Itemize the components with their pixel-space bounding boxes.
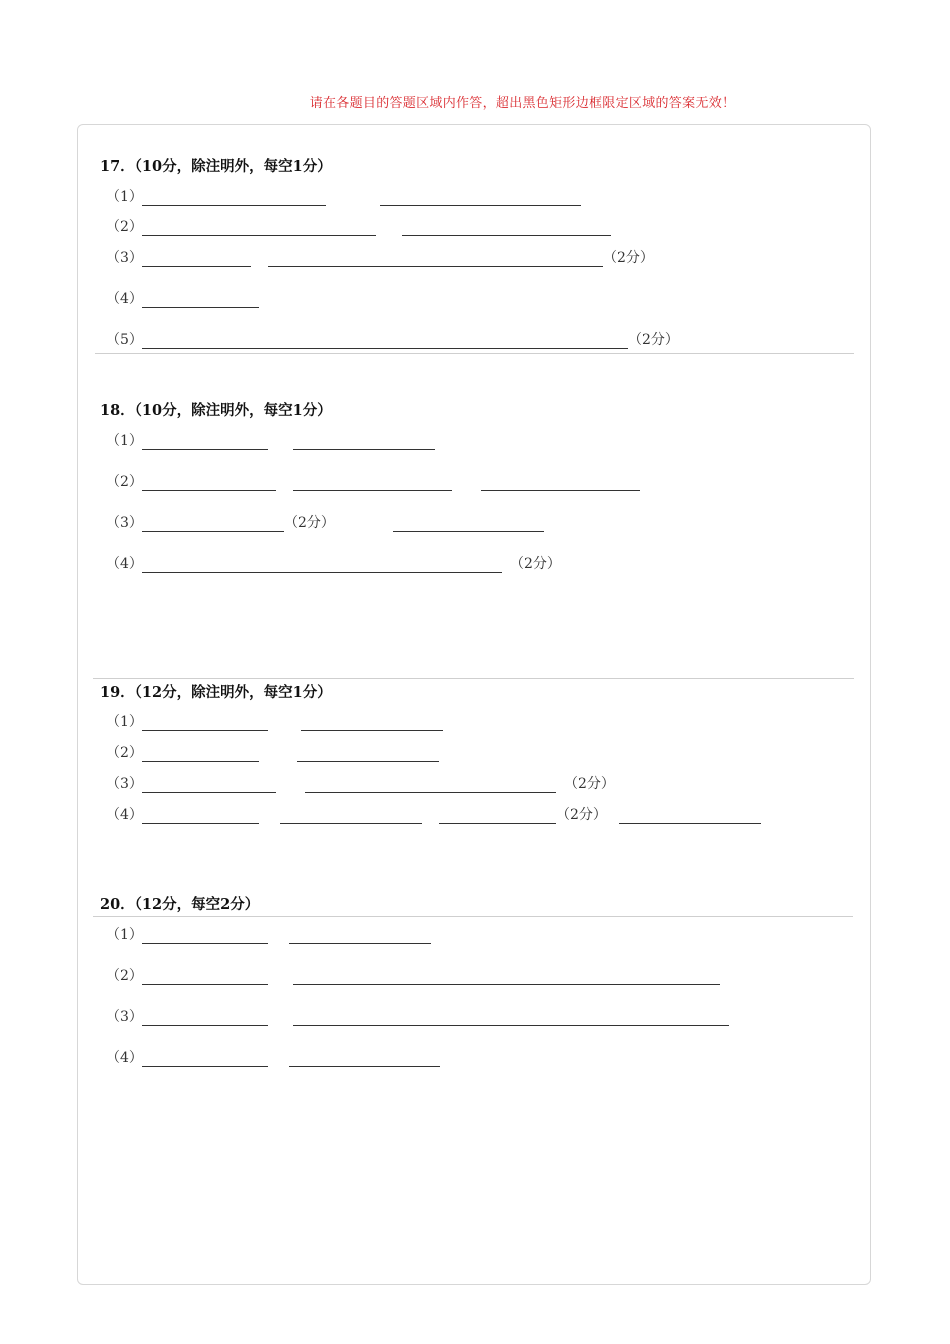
q17-1-blank-b[interactable] <box>380 191 581 206</box>
q19-4-blank-c[interactable] <box>439 809 556 824</box>
q19-row-4 <box>106 804 761 824</box>
q19-row-1 <box>106 711 443 731</box>
q19-4-blank-b[interactable] <box>280 809 422 824</box>
q17-label-2: （2） <box>106 219 143 235</box>
q18-1-blank-a[interactable] <box>142 435 268 450</box>
q17-label-5: （5） <box>106 332 143 348</box>
q17-3-points: （2分） <box>603 250 654 266</box>
q20-label-2: （2） <box>106 968 143 984</box>
q20-2-blank-b[interactable] <box>293 970 720 985</box>
q17-row-3 <box>106 247 654 267</box>
q18-label-3: （3） <box>106 515 143 531</box>
q19-title: 19．（12分，除注明外，每空1分） <box>100 684 332 701</box>
q19-1-blank-b[interactable] <box>301 716 443 731</box>
q18-label-2: （2） <box>106 474 143 490</box>
q18-row-3 <box>106 512 544 532</box>
answer-area-notice: 请在各题目的答题区域内作答，超出黑色矩形边框限定区域的答案无效！ <box>309 96 736 111</box>
q19-label-1: （1） <box>106 714 143 730</box>
q18-2-blank-b[interactable] <box>293 476 452 491</box>
q17-divider <box>95 353 854 354</box>
q17-label-4: （4） <box>106 291 143 307</box>
q19-row-3 <box>106 773 615 793</box>
q20-title: 20．（12分，每空2分） <box>100 896 260 913</box>
q18-2-blank-c[interactable] <box>481 476 640 491</box>
q19-3-blank-b[interactable] <box>305 778 556 793</box>
q20-row-1 <box>106 924 431 944</box>
q20-row-4 <box>106 1047 440 1067</box>
q17-row-2 <box>106 216 611 236</box>
q20-2-blank-a[interactable] <box>142 970 268 985</box>
q20-row-3 <box>106 1006 729 1026</box>
q18-4-blank-a[interactable] <box>142 558 502 573</box>
q20-label-4: （4） <box>106 1050 143 1066</box>
q18-label-1: （1） <box>106 433 143 449</box>
q18-1-blank-b[interactable] <box>293 435 435 450</box>
q19-3-blank-a[interactable] <box>142 778 276 793</box>
q20-1-blank-a[interactable] <box>142 929 268 944</box>
q17-row-4 <box>106 288 259 308</box>
q17-5-points: （2分） <box>628 332 679 348</box>
q17-3-blank-b[interactable] <box>268 252 603 267</box>
q17-2-blank-b[interactable] <box>402 221 611 236</box>
q19-4-blank-a[interactable] <box>142 809 259 824</box>
q17-2-blank-a[interactable] <box>142 221 376 236</box>
q20-1-blank-b[interactable] <box>289 929 431 944</box>
q20-4-blank-a[interactable] <box>142 1052 268 1067</box>
q17-5-blank-a[interactable] <box>142 334 628 349</box>
q17-4-blank-a[interactable] <box>142 293 259 308</box>
q18-row-4 <box>106 553 561 573</box>
q19-1-blank-a[interactable] <box>142 716 268 731</box>
q20-4-blank-b[interactable] <box>289 1052 440 1067</box>
q20-row-2 <box>106 965 720 985</box>
q19-3-points: （2分） <box>564 776 615 792</box>
q20-3-blank-b[interactable] <box>293 1011 729 1026</box>
q18-3-blank-b[interactable] <box>393 517 544 532</box>
q18-row-2 <box>106 471 640 491</box>
q20-label-3: （3） <box>106 1009 143 1025</box>
q19-row-2 <box>106 742 439 762</box>
q17-title: 17．（10分，除注明外，每空1分） <box>100 158 332 175</box>
q18-3-blank-a[interactable] <box>142 517 284 532</box>
q19-2-blank-b[interactable] <box>297 747 439 762</box>
q17-3-blank-a[interactable] <box>142 252 251 267</box>
q17-1-blank-a[interactable] <box>142 191 326 206</box>
q18-title: 18．（10分，除注明外，每空1分） <box>100 402 332 419</box>
q20-label-1: （1） <box>106 927 143 943</box>
q17-row-5 <box>106 329 679 349</box>
q18-3-points: （2分） <box>284 515 335 531</box>
q18-4-points: （2分） <box>510 556 561 572</box>
q19-2-blank-a[interactable] <box>142 747 259 762</box>
q19-label-2: （2） <box>106 745 143 761</box>
q17-label-1: （1） <box>106 189 143 205</box>
q17-row-1 <box>106 186 581 206</box>
q19-4-blank-d[interactable] <box>619 809 761 824</box>
q20-3-blank-a[interactable] <box>142 1011 268 1026</box>
q18-row-1 <box>106 430 435 450</box>
q18-divider <box>93 678 854 679</box>
q18-label-4: （4） <box>106 556 143 572</box>
q19-label-4: （4） <box>106 807 143 823</box>
q20-divider <box>93 916 853 917</box>
q19-label-3: （3） <box>106 776 143 792</box>
q18-2-blank-a[interactable] <box>142 476 276 491</box>
q17-label-3: （3） <box>106 250 143 266</box>
q19-4-points: （2分） <box>556 807 607 823</box>
